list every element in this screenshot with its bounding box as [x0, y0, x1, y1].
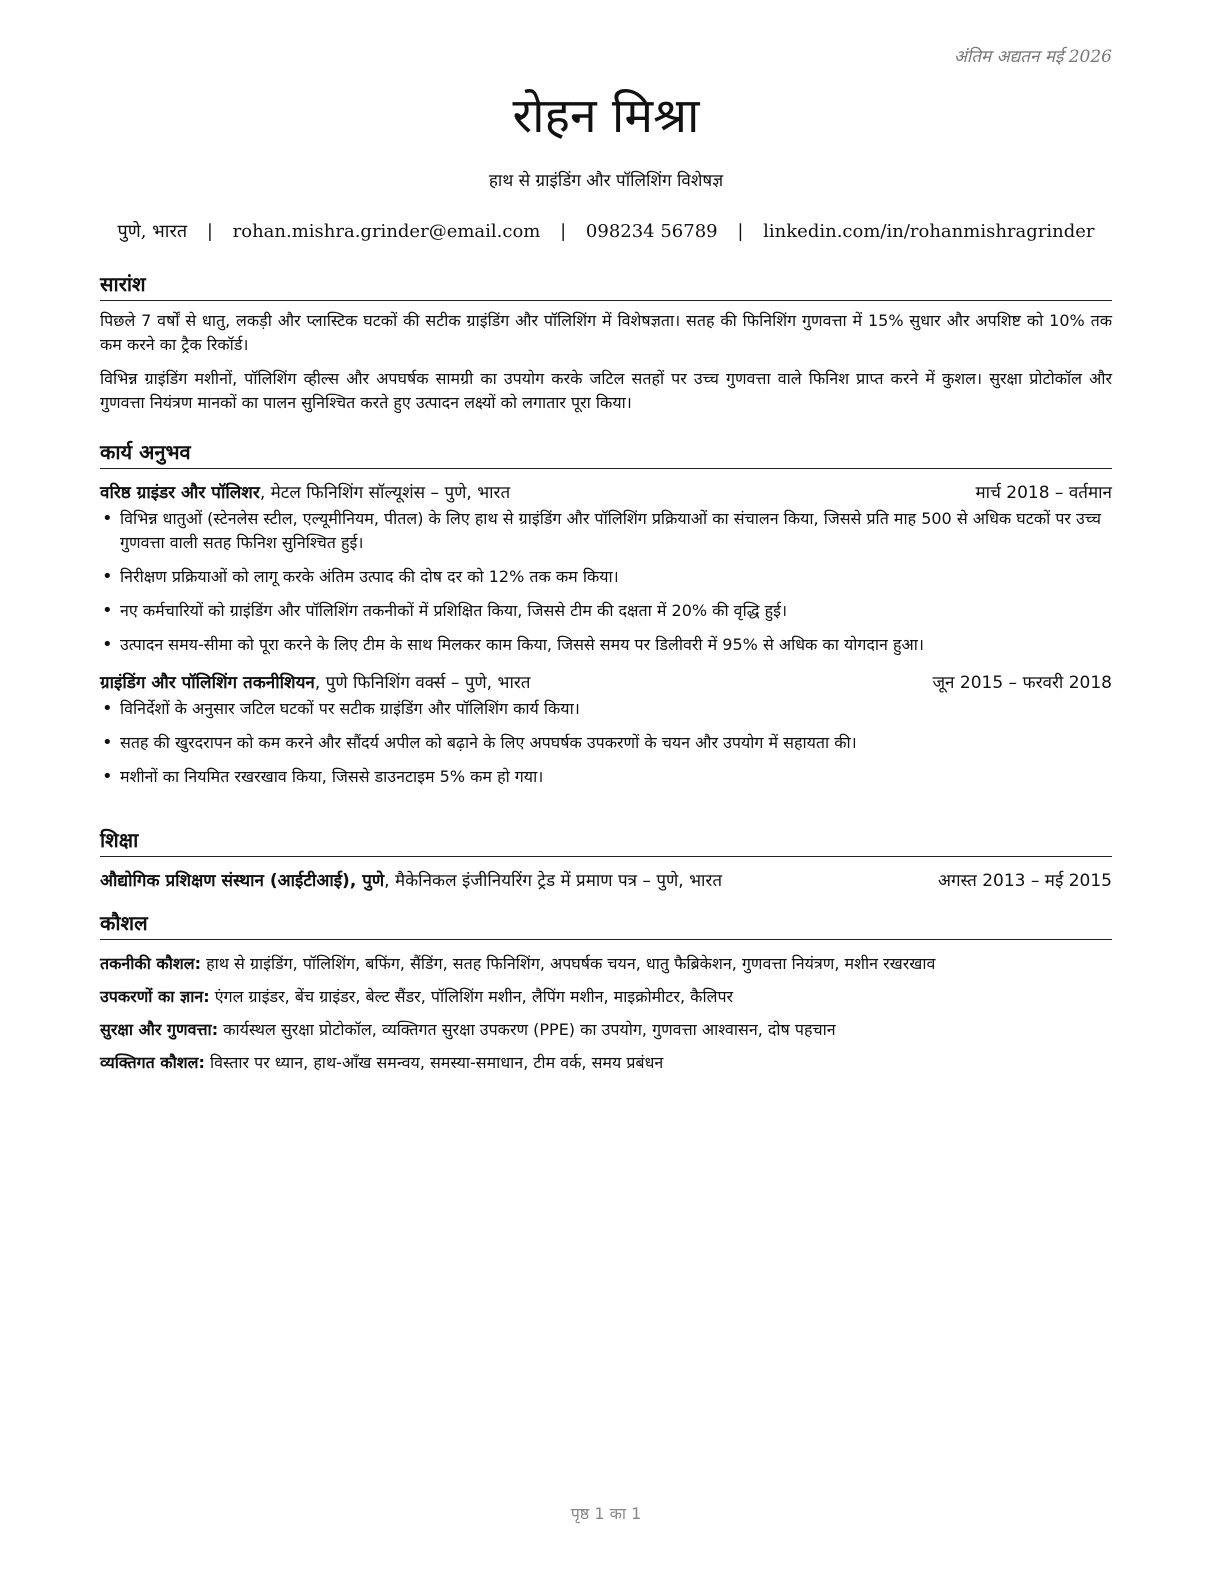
section-title-skills: कौशल — [100, 909, 1112, 940]
skills-list — [100, 952, 1112, 1075]
last-updated: अंतिम अद्यतन मई 2026 — [953, 47, 1112, 67]
skill-row — [100, 1018, 1112, 1042]
job-bullets — [100, 697, 1112, 789]
skill-row — [100, 952, 1112, 976]
contact-location: पुणे, भारत — [117, 221, 188, 242]
experience-section — [100, 438, 1112, 799]
education-institution: औद्योगिक प्रशिक्षण संस्थान (आईटीआई), पुणे — [100, 871, 385, 891]
list-item: • मशीनों का नियमित रखरखाव किया, जिससे डाउनटाइम 5% कम हो गया। — [100, 765, 1112, 789]
contact-phone: 098234 56789 — [585, 221, 718, 242]
job-dates: जून 2015 – फरवरी 2018 — [932, 673, 1112, 693]
job-role: ग्राइंडिंग और पॉलिशिंग तकनीशियन — [100, 673, 315, 693]
contact-linkedin[interactable]: linkedin.com/in/rohanmishragrinder — [763, 221, 1095, 242]
job-header — [100, 481, 1112, 505]
candidate-name: रोहन मिश्रा — [512, 88, 700, 144]
contact-separator: | — [206, 221, 213, 242]
page-number: पृष्ठ 1 का 1 — [570, 1504, 642, 1523]
skill-value: कार्यस्थल सुरक्षा प्रोटोकॉल, व्यक्तिगत सुरक्षा उपकरण (PPE) का उपयोग, गुणवत्ता आश्वासन, दोष पहचान — [218, 1020, 836, 1039]
job-entry — [100, 481, 1112, 657]
skills-section — [100, 909, 1112, 1084]
job-company: , पुणे फिनिशिंग वर्क्स – पुणे, भारत — [314, 673, 531, 693]
skill-row — [100, 985, 1112, 1009]
section-title-education: शिक्षा — [100, 826, 1112, 857]
education-dates: अगस्त 2013 – मई 2015 — [937, 871, 1112, 891]
list-item: • निरीक्षण प्रक्रियाओं को लागू करके अंतिम उत्पाद की दोष दर को 12% तक कम किया। — [100, 565, 1112, 589]
resume-page — [100, 0, 1112, 1584]
contact-line — [100, 219, 1112, 243]
education-section — [100, 826, 1112, 893]
summary-paragraph: विभिन्न ग्राइंडिंग मशीनों, पॉलिशिंग व्हील्स और अपघर्षक सामग्री का उपयोग करके जटिल सतहों पर उच्च गुणवत्ता वाले फिनिश प्राप्त करने में कुशल। सुरक्षा प्रोटोकॉल और गुणवत्ता नियंत्रण मानकों का पालन सुनिश्चित करते हुए उत्पादन लक्ष्यों को लगातार पूरा किया। — [100, 369, 1112, 412]
list-item: • उत्पादन समय-सीमा को पूरा करने के लिए टीम के साथ मिलकर काम किया, जिससे समय पर डिलीवरी में 95% से अधिक का योगदान हुआ। — [100, 633, 1112, 657]
list-item: • सतह की खुरदरापन को कम करने और सौंदर्य अपील को बढ़ाने के लिए अपघर्षक उपकरणों के चयन और उपयोग में सहायता की। — [100, 731, 1112, 755]
contact-separator: | — [737, 221, 744, 242]
skill-row — [100, 1051, 1112, 1075]
list-item: • विभिन्न धातुओं (स्टेनलेस स्टील, एल्यूमीनियम, पीतल) के लिए हाथ से ग्राइंडिंग और पॉलिशिंग प्रक्रियाओं का संचालन किया, जिससे प्रति माह 500 से अधिक घटकों पर उच्च गुणवत्ता वाली सतह फिनिश सुनिश्चित हुई। — [100, 507, 1112, 555]
job-entry — [100, 671, 1112, 789]
section-title-summary: सारांश — [100, 270, 1112, 301]
contact-separator: | — [560, 221, 567, 242]
education-details: , मैकेनिकल इंजीनियरिंग ट्रेड में प्रमाण पत्र – पुणे, भारत — [384, 871, 723, 891]
job-company: , मेटल फिनिशिंग सॉल्यूशंस – पुणे, भारत — [259, 483, 511, 503]
skill-value: हाथ से ग्राइंडिंग, पॉलिशिंग, बफिंग, सैंडिंग, सतह फिनिशिंग, अपघर्षक चयन, धातु फैब्रिकेशन, गुणवत्ता नियंत्रण, मशीन रखरखाव — [201, 954, 936, 973]
skill-label: तकनीकी कौशल: — [100, 954, 201, 973]
list-item: • विनिर्देशों के अनुसार जटिल घटकों पर सटीक ग्राइंडिंग और पॉलिशिंग कार्य किया। — [100, 697, 1112, 721]
job-dates: मार्च 2018 – वर्तमान — [975, 483, 1112, 503]
list-item: • नए कर्मचारियों को ग्राइंडिंग और पॉलिशिंग तकनीकों में प्रशिक्षित किया, जिससे टीम की दक्षता में 20% की वृद्धि हुई। — [100, 599, 1112, 623]
job-bullets — [100, 507, 1112, 657]
skill-label: उपकरणों का ज्ञान: — [100, 987, 210, 1006]
skill-label: सुरक्षा और गुणवत्ता: — [100, 1020, 219, 1039]
candidate-tagline: हाथ से ग्राइंडिंग और पॉलिशिंग विशेषज्ञ — [488, 171, 724, 191]
section-title-experience: कार्य अनुभव — [100, 438, 1112, 469]
job-role: वरिष्ठ ग्राइंडर और पॉलिशर — [100, 483, 260, 503]
skill-value: एंगल ग्राइंडर, बेंच ग्राइंडर, बेल्ट सैंडर, पॉलिशिंग मशीन, लैपिंग मशीन, माइक्रोमीटर, कैलिपर — [209, 987, 734, 1006]
job-header — [100, 671, 1112, 695]
summary-section — [100, 270, 1112, 415]
summary-paragraph: पिछले 7 वर्षों से धातु, लकड़ी और प्लास्टिक घटकों की सटीक ग्राइंडिंग और पॉलिशिंग में विशेषज्ञता। सतह की फिनिशिंग गुणवत्ता में 15% सुधार और अपशिष्ट को 10% तक कम करने का ट्रैक रिकॉर्ड। — [100, 311, 1112, 354]
contact-email[interactable]: rohan.mishra.grinder@email.com — [232, 221, 541, 242]
skill-label: व्यक्तिगत कौशल: — [100, 1053, 205, 1072]
education-entry — [100, 869, 1112, 893]
skill-value: विस्तार पर ध्यान, हाथ-आँख समन्वय, समस्या-समाधान, टीम वर्क, समय प्रबंधन — [204, 1053, 664, 1072]
